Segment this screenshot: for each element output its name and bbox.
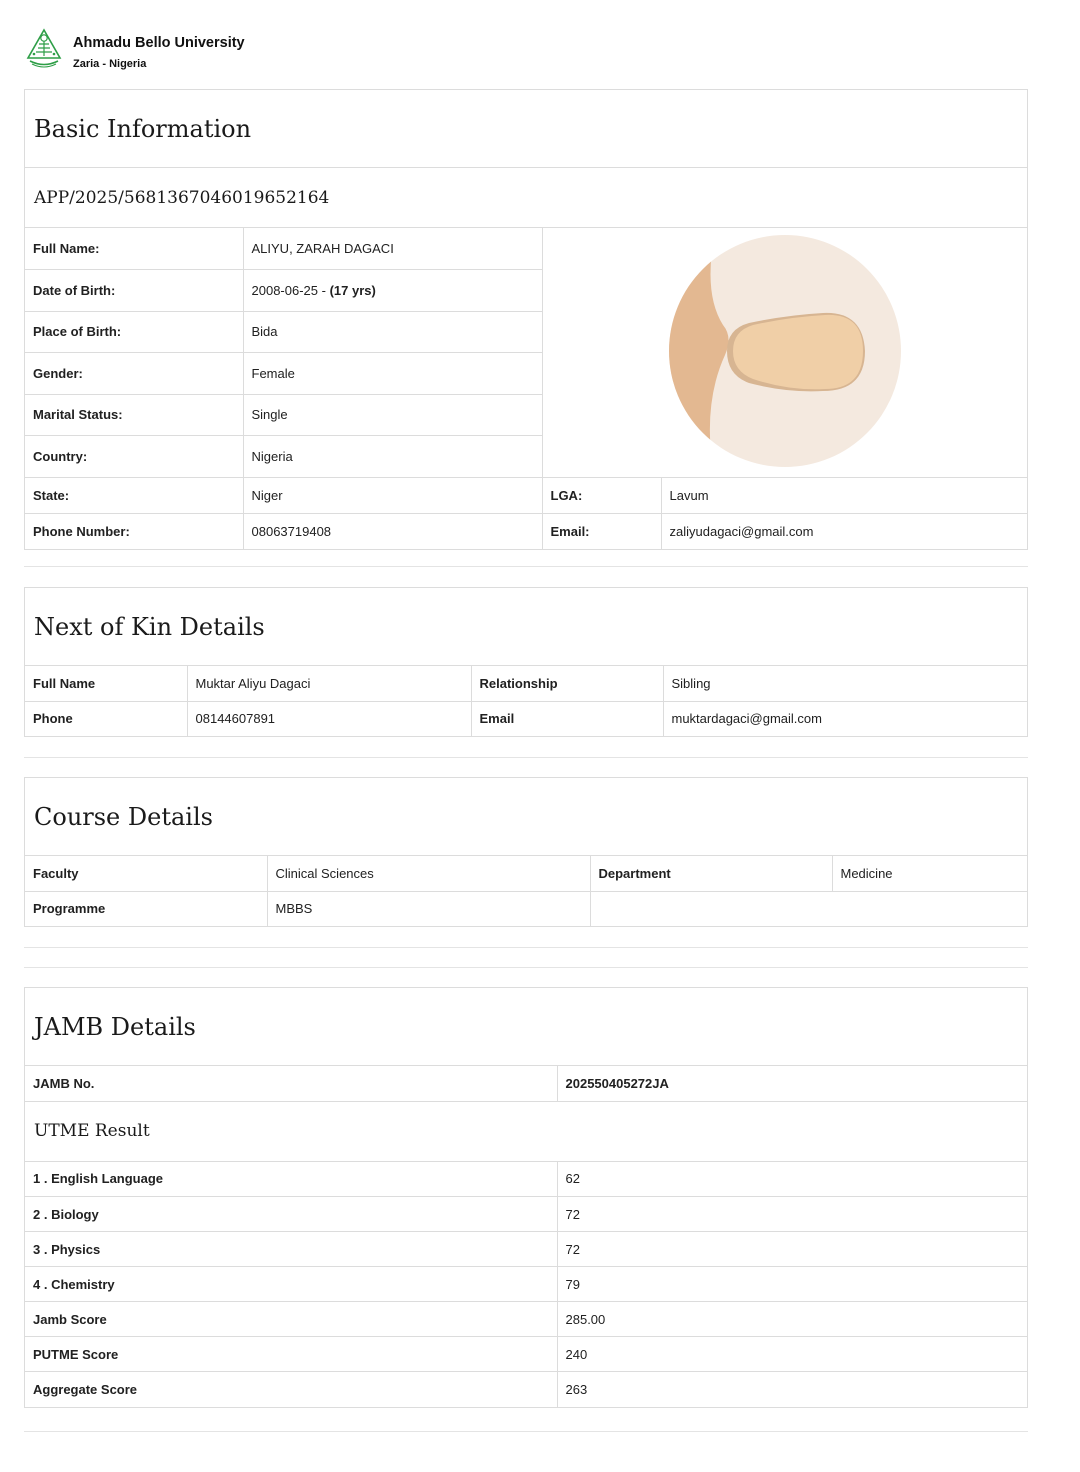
result-value: 62 — [557, 1162, 1027, 1197]
faculty-label: Faculty — [25, 856, 267, 891]
photo-cell — [542, 228, 1027, 477]
department-value: Medicine — [832, 856, 1027, 891]
section-divider — [24, 566, 1028, 567]
jamb-number-table — [25, 1066, 1027, 1102]
empty-cell — [590, 891, 1027, 926]
pob-label: Place of Birth: — [25, 311, 243, 353]
basic-info-table — [25, 228, 1027, 549]
result-label: 3 . Physics — [25, 1232, 557, 1267]
kin-relationship-value: Sibling — [663, 666, 1027, 701]
abu-crest-logo-icon — [24, 28, 64, 70]
table-row — [25, 1197, 1027, 1232]
result-value: 79 — [557, 1267, 1027, 1302]
result-value: 72 — [557, 1197, 1027, 1232]
dob-date: 2008-06-25 - — [251, 282, 330, 298]
table-row — [25, 701, 1027, 736]
table-row — [25, 513, 1027, 549]
full-name-value: ALIYU, ZARAH DAGACI — [243, 228, 542, 270]
result-label: Jamb Score — [25, 1302, 557, 1337]
section-title: Basic Information — [25, 90, 1027, 168]
table-row — [25, 1302, 1027, 1337]
table-row — [25, 1162, 1027, 1197]
result-value: 263 — [557, 1372, 1027, 1407]
dob-value — [243, 270, 542, 312]
result-value: 285.00 — [557, 1302, 1027, 1337]
table-row — [25, 1066, 1027, 1101]
table-row — [25, 477, 1027, 513]
programme-label: Programme — [25, 891, 267, 926]
country-value: Nigeria — [243, 436, 542, 478]
table-row — [25, 891, 1027, 926]
section-divider — [24, 947, 1028, 948]
result-label: 4 . Chemistry — [25, 1267, 557, 1302]
kin-phone-label: Phone — [25, 701, 187, 736]
utme-result-title: UTME Result — [25, 1102, 1027, 1162]
section-divider — [24, 1431, 1028, 1432]
application-number: APP/2025/5681367046019652164 — [25, 168, 1027, 228]
section-title: JAMB Details — [25, 988, 1027, 1066]
state-label: State: — [25, 477, 243, 513]
table-row — [25, 228, 1027, 270]
dob-label: Date of Birth: — [25, 270, 243, 312]
result-label: Aggregate Score — [25, 1372, 557, 1407]
programme-value: MBBS — [267, 891, 590, 926]
kin-phone-value: 08144607891 — [187, 701, 471, 736]
jamb-details-section — [24, 987, 1028, 1408]
table-row — [25, 856, 1027, 891]
gender-label: Gender: — [25, 353, 243, 395]
university-name: Ahmadu Bello University — [73, 35, 245, 51]
kin-full-name-value: Muktar Aliyu Dagaci — [187, 666, 471, 701]
kin-email-value: muktardagaci@gmail.com — [663, 701, 1027, 736]
kin-email-label: Email — [471, 701, 663, 736]
table-row — [25, 1232, 1027, 1267]
utme-results-table — [25, 1162, 1027, 1407]
table-row — [25, 1337, 1027, 1372]
result-label: 1 . English Language — [25, 1162, 557, 1197]
result-value: 240 — [557, 1337, 1027, 1372]
table-row — [25, 1267, 1027, 1302]
country-label: Country: — [25, 436, 243, 478]
age-value: (17 yrs) — [329, 282, 376, 298]
basic-information-section — [24, 89, 1028, 550]
section-title: Next of Kin Details — [25, 588, 1027, 666]
jamb-no-label: JAMB No. — [25, 1066, 557, 1101]
result-value: 72 — [557, 1232, 1027, 1267]
section-divider — [24, 967, 1028, 968]
phone-value: 08063719408 — [243, 513, 542, 549]
full-name-label: Full Name: — [25, 228, 243, 270]
lga-label: LGA: — [542, 477, 661, 513]
faculty-value: Clinical Sciences — [267, 856, 590, 891]
pob-value: Bida — [243, 311, 542, 353]
state-value: Niger — [243, 477, 542, 513]
university-location: Zaria - Nigeria — [73, 58, 147, 70]
email-label: Email: — [542, 513, 661, 549]
course-details-table — [25, 856, 1027, 926]
lga-value: Lavum — [661, 477, 1027, 513]
table-row — [25, 1372, 1027, 1407]
section-title: Course Details — [25, 778, 1027, 856]
result-label: 2 . Biology — [25, 1197, 557, 1232]
jamb-no-value: 202550405272JA — [557, 1066, 1027, 1101]
result-label: PUTME Score — [25, 1337, 557, 1372]
next-of-kin-table — [25, 666, 1027, 736]
section-divider — [24, 757, 1028, 758]
applicant-photo-placeholder-icon — [667, 233, 903, 469]
kin-relationship-label: Relationship — [471, 666, 663, 701]
kin-full-name-label: Full Name — [25, 666, 187, 701]
department-label: Department — [590, 856, 832, 891]
gender-value: Female — [243, 353, 542, 395]
phone-label: Phone Number: — [25, 513, 243, 549]
course-details-section — [24, 777, 1028, 927]
marital-status-label: Marital Status: — [25, 394, 243, 436]
email-value: zaliyudagaci@gmail.com — [661, 513, 1027, 549]
next-of-kin-section — [24, 587, 1028, 737]
table-row — [25, 666, 1027, 701]
marital-status-value: Single — [243, 394, 542, 436]
